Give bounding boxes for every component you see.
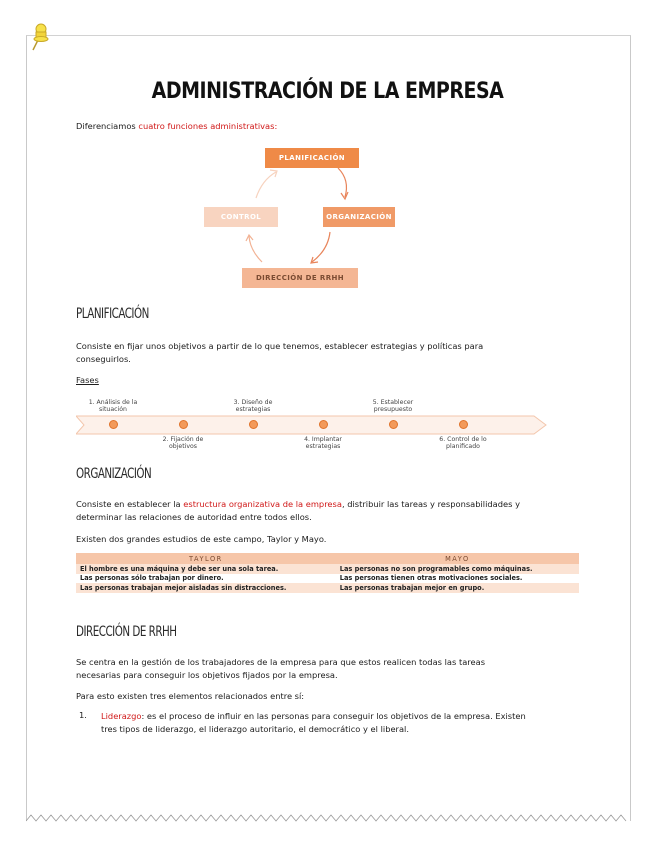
timeline-arrow [76,414,548,436]
page-title: ADMINISTRACIÓN DE LA EMPRESA [151,78,504,104]
fases-label: Fases [76,375,99,385]
timeline-dot-5 [389,420,398,429]
rrhh-line-2: necesarias para conseguir los objetivos fijados por la empresa. [76,670,338,680]
torn-edge [26,812,630,824]
planificacion-line-2: conseguirlos. [76,354,131,364]
list-item-number: 1. [79,710,87,720]
table-header-taylor: TAYLOR [76,553,336,564]
heading-planificacion: PLANIFICACIÓN [76,306,149,322]
cycle-box-control: CONTROL [204,207,278,227]
table-row: Las personas sólo trabajan por dinero. Las personas tienen otras motivaciones sociales. [76,574,579,584]
fase-3-label: 3. Diseño de estrategias [233,399,273,413]
table-row: El hombre es una máquina y debe ser una sola tarea. Las personas no son programables como máquinas. [76,564,579,574]
heading-organizacion: ORGANIZACIÓN [76,466,152,482]
timeline-dot-6 [459,420,468,429]
fase-6-label: 6. Control de lo planificado [439,436,487,450]
intro-highlight: cuatro funciones administrativas: [138,121,278,131]
organizacion-line-2: determinar las relaciones de autoridad entre todos ellos. [76,512,312,522]
planificacion-line-1: Consiste en fijar unos objetivos a partir de lo que tenemos, establecer estrategias y políticas para [76,341,484,351]
timeline-dot-3 [249,420,258,429]
fase-4-label: 4. Implantar estrategias [304,436,342,450]
fase-2-label: 2. Fijación de objetivos [162,436,204,450]
table-header-mayo: MAYO [336,553,579,564]
fase-5-label: 5. Establecer presupuesto [372,399,414,413]
fase-1-label: 1. Análisis de la situación [88,399,138,413]
list-item-liderazgo: Liderazgo: es el proceso de influir en las personas para conseguir los objetivos de la empresa. Existen [101,711,526,721]
heading-direccion-rrhh: DIRECCIÓN DE RRHH [76,624,177,640]
timeline-dot-4 [319,420,328,429]
cycle-box-direccion-rrhh: DIRECCIÓN DE RRHH [242,268,358,288]
table-row: Las personas trabajan mejor aisladas sin distracciones. Las personas trabajan mejor en grupo. [76,583,579,593]
intro-text: Diferenciamos [76,121,139,131]
list-item-liderazgo-cont: tres tipos de liderazgo, el liderazgo autoritario, el democrático y el liberal. [101,724,409,734]
timeline-dot-2 [179,420,188,429]
organizacion-line-1: Consiste en establecer la estructura organizativa de la empresa, distribuir las tareas y responsabilidades y [76,499,521,509]
taylor-mayo-table [76,553,579,593]
cycle-box-planificacion: PLANIFICACIÓN [265,148,359,168]
rrhh-line-3: Para esto existen tres elementos relacionados entre sí: [76,691,305,701]
rrhh-line-1: Se centra en la gestión de los trabajadores de la empresa para que estos realicen todas las tareas [76,657,486,667]
timeline-dot-1 [109,420,118,429]
cycle-box-organizacion: ORGANIZACIÓN [323,207,395,227]
organizacion-line-3: Existen dos grandes estudios de este campo, Taylor y Mayo. [76,534,327,544]
